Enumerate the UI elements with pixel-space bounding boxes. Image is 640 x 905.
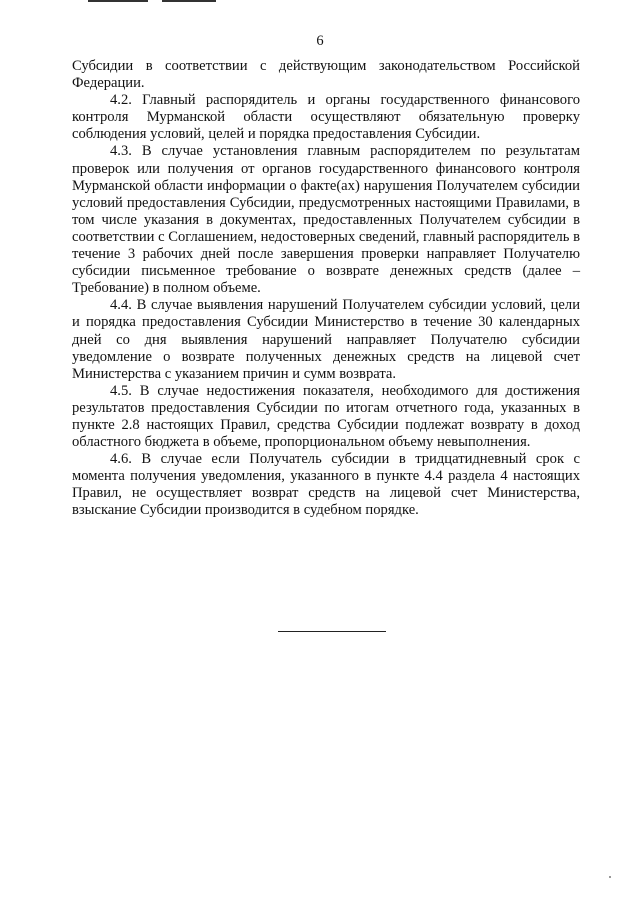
- paragraph-4-6: 4.6. В случае если Получатель субсидии в тридцатидневный срок с момента получения уведомления, указанного в пункте 4.4 раздела 4 настоящих Правил, не осуществляет возврат средств на лицевой счет Министерства, взыскание Субсидии производится в судебном порядке.: [72, 451, 580, 519]
- page-number: 6: [316, 33, 324, 49]
- scan-top-marks: [88, 0, 216, 3]
- paragraph-continuation: Субсидии в соответствии с действующим законодательством Российской Федерации.: [72, 58, 580, 92]
- end-of-document-rule: [278, 631, 386, 632]
- paragraph-4-2: 4.2. Главный распорядитель и органы государственного финансового контроля Мурманской области осуществляют обязательную проверку соблюдения условий, целей и порядка предоставления Субсидии.: [72, 92, 580, 143]
- document-body: [72, 58, 580, 520]
- paragraph-4-3: 4.3. В случае установления главным распорядителем по результатам проверок или получения от органов государственного финансового контроля Мурманской области информации о факте(ах) нарушения Получателем субсидии условий предоставления Субсидии, предусмотренных настоящими Правилами, в том числе указания в документах, предоставленных Получателем субсидии в соответствии с Соглашением, недостоверных сведений, главный распорядитель в течение 3 рабочих дней после завершения проверки направляет Получателю субсидии письменное требование о возврате денежных средств (далее – Требование) в полном объеме.: [72, 143, 580, 297]
- paragraph-4-5: 4.5. В случае недостижения показателя, необходимого для достижения результатов предоставления Субсидии по итогам отчетного года, указанных в пункте 2.8 настоящих Правил, средства Субсидии подлежат возврату в доход областного бюджета в объеме, пропорциональном объему невыполнения.: [72, 382, 580, 451]
- scan-artifact-dot: [609, 876, 611, 878]
- paragraph-4-4: 4.4. В случае выявления нарушений Получателем субсидии условий, цели и порядка предоставления Субсидии Министерство в течение 30 календарных дней со дня выявления нарушений направляет Получателю субсидии уведомление о возврате полученных денежных средств на лицевой счет Министерства с указанием причин и сумм возврата.: [72, 297, 580, 382]
